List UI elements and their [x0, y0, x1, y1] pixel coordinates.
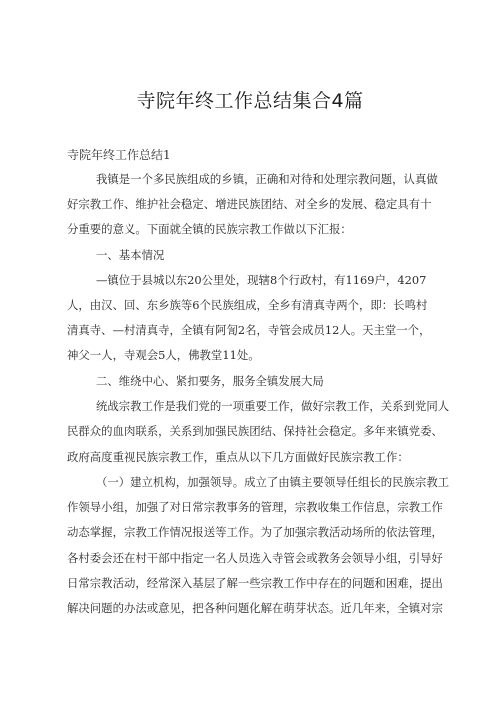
body-line: 作领导小组，加强了对日常宗教事务的管理，宗教收集工作信息，宗教工作 — [67, 500, 443, 514]
section-heading: 二、维绕中心、紧扣要务，服务全镇发展大局 — [96, 374, 324, 388]
body-line: 统战宗教工作是我们党的一项重要工作，做好宗教工作，关系到党同人 — [96, 399, 450, 413]
body-line: 解决问题的办法或意见，把各种问题化解在萌芽状态。近几年来，全镇对宗 — [67, 601, 443, 615]
body-line: 日常宗教活动，经常深入基层了解一些宗教工作中存在的问题和困难，提出 — [67, 576, 443, 590]
body-line: 好宗教工作、维护社会稳定、增进民族团结、对全乡的发展、稳定具有十 — [67, 197, 432, 211]
body-line: （一）建立机构，加强领导。成立了由镇主要领导任组长的民族宗教工 — [96, 475, 450, 489]
document-title: 寺院年终工作总结集合4篇 — [136, 90, 364, 112]
section-subtitle: 寺院年终工作总结1 — [67, 148, 171, 162]
body-line: 政府高度重视民族宗教工作，重点从以下几方面做好民族宗教工作： — [67, 450, 409, 464]
body-line: 民群众的血肉联系，关系到加强民族团结、保持社会稳定。多年来镇党委、 — [67, 424, 443, 438]
section-heading: 一、基本情况 — [96, 248, 165, 262]
body-line: 人，由汉、回、东乡族等6个民族组成，全乡有清真寺两个，即：长鸣村 — [67, 298, 428, 312]
body-line: 各村委会还在村干部中指定一名人员选入寺管会或教务会领导小组，引导好 — [67, 551, 443, 565]
body-line: 神父一人，寺观会5人，佛教堂11处。 — [67, 348, 260, 362]
body-line: 我镇是一个多民族组成的乡镇，正确和对待和处理宗教问题，认真做 — [96, 172, 438, 186]
body-line: —镇位于县城以东20公里处，现辖8个行政村，有1169户，4207 — [96, 273, 427, 287]
body-line: 分重要的意义。下面就全镇的民族宗教工作做以下汇报： — [67, 222, 352, 236]
body-line: 清真寺、—村清真寺，全镇有阿訇2名，寺管会成员12人。天主堂一个， — [67, 323, 431, 337]
body-line: 动态掌握，宗教工作情况报送等工作。为了加强宗教活动场所的依法管理， — [67, 525, 443, 539]
